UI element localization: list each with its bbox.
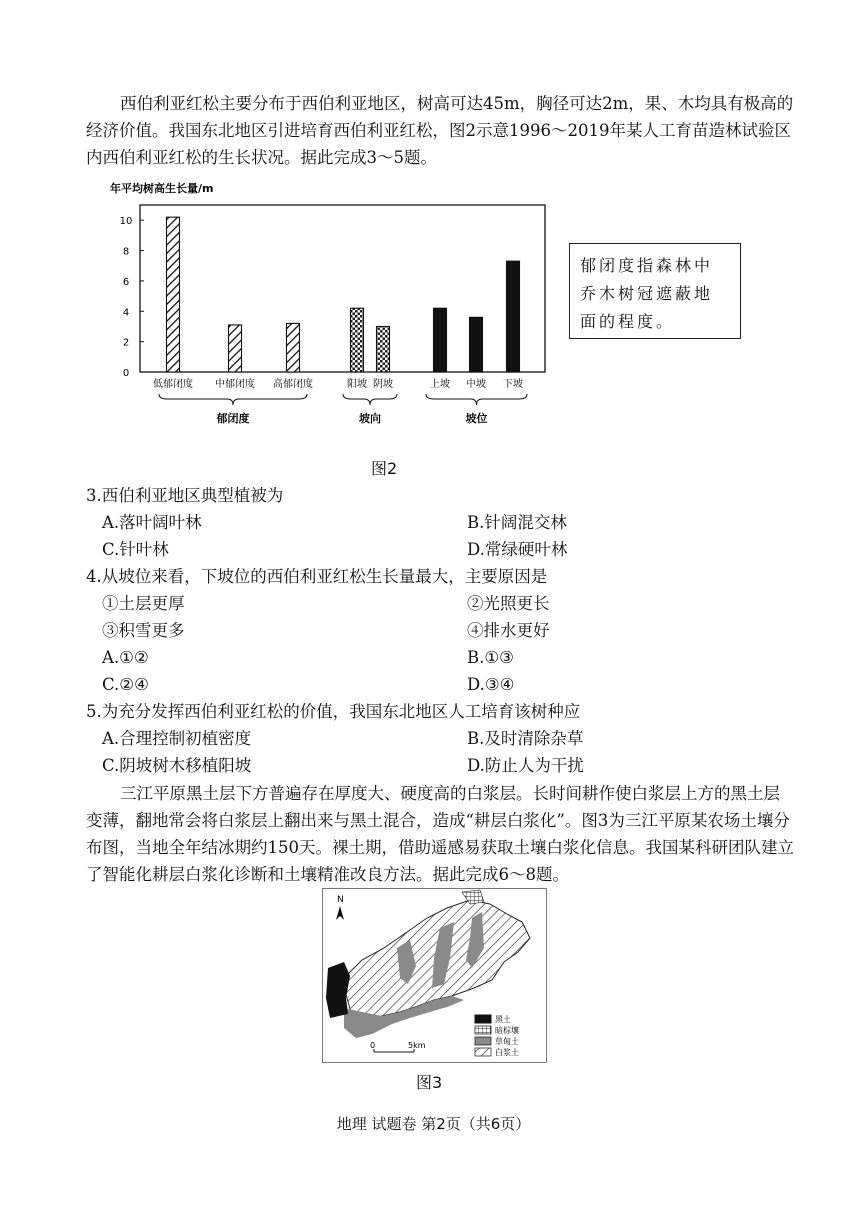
north-label: N xyxy=(337,895,344,905)
question-3-stem: 3.西伯利亚地区典型植被为 xyxy=(86,486,284,505)
x-tick-label: 中郁闭度 xyxy=(215,379,255,390)
x-tick-label: 上坡 xyxy=(430,379,450,390)
q5-option-b: B.及时清除杂草 xyxy=(467,729,584,748)
group-brace xyxy=(159,394,307,405)
x-tick-label: 阴坡 xyxy=(373,379,393,390)
group-label: 坡向 xyxy=(359,412,381,425)
q4-statement-3: ③积雪更多 xyxy=(102,621,185,640)
bar-5 xyxy=(434,308,447,372)
soil-distribution-map xyxy=(322,888,547,1063)
question-4-stem: 4.从坡位来看，下坡位的西伯利亚红松生长量最大，主要原因是 xyxy=(86,567,548,586)
q3-option-a: A.落叶阔叶林 xyxy=(102,513,202,532)
y-axis-title: 年平均树高生长量/m xyxy=(110,182,214,195)
legend-label-black-soil: 黑土 xyxy=(495,1015,511,1024)
growth-bar-chart xyxy=(95,180,555,440)
legend-swatch-black-soil xyxy=(475,1015,491,1023)
q3-option-d: D.常绿硬叶林 xyxy=(467,540,568,559)
legend-swatch-baijiang xyxy=(475,1048,491,1056)
x-tick-label: 阳坡 xyxy=(347,379,367,390)
bar-2 xyxy=(287,323,300,372)
x-tick-label: 下坡 xyxy=(503,379,523,390)
q5-option-a: A.合理控制初植密度 xyxy=(102,729,252,748)
x-tick-label: 中坡 xyxy=(466,379,486,390)
q4-statement-1: ①土层更厚 xyxy=(102,594,185,613)
bar-1 xyxy=(229,325,242,372)
legend-label-meadow: 草甸土 xyxy=(495,1037,519,1046)
black-soil-region xyxy=(326,962,350,1018)
y-tick-label: 0 xyxy=(122,368,130,379)
intro-paragraph-1: 西伯利亚红松主要分布于西伯利亚地区，树高可达45m，胸径可达2m，果、木均具有极高的经济价值。我国东北地区引进培育西伯利亚红松，图2示意1996～2019年某人工育苗造林试验区内西伯利亚红松的生长状况。据此完成3～5题。 xyxy=(86,94,794,167)
y-tick-label: 2 xyxy=(122,337,130,349)
bar-6 xyxy=(470,317,483,372)
q3-option-c: C.针叶林 xyxy=(102,540,169,559)
question-5-stem: 5.为充分发挥西伯利亚红松的价值，我国东北地区人工培育该树种应 xyxy=(86,702,581,721)
q5-option-d: D.防止人为干扰 xyxy=(467,756,584,775)
legend-label-dark-brown: 暗棕壤 xyxy=(495,1026,519,1035)
q4-option-b: B.①③ xyxy=(467,648,514,667)
scale-label: 5km xyxy=(408,1041,426,1050)
bar-4 xyxy=(377,326,390,372)
q4-option-c: C.②④ xyxy=(102,675,149,694)
group-label: 坡位 xyxy=(465,412,488,425)
intro-paragraph-2: 三江平原黑土层下方普遍存在厚度大、硬度高的白浆层。长时间耕作使白浆层上方的黑土层变薄，翻地常会将白浆层上翻出来与黑土混合，造成“耕层白浆化”。图3为三江平原某农场土壤分布图，当地全年结冰期约150天。裸土期，借助遥感易获取土壤白浆化信息。我国某科研团队建立了智能化耕层白浆化诊断和土壤精准改良方法。据此完成6～8题。 xyxy=(86,784,794,884)
q4-statement-4: ④排水更好 xyxy=(467,621,550,640)
figure-2-caption: 图2 xyxy=(371,459,398,478)
legend-swatch-meadow xyxy=(475,1037,491,1045)
figure-3-caption: 图3 xyxy=(416,1073,443,1092)
legend-swatch-dark-brown xyxy=(475,1026,491,1034)
q5-option-c: C.阴坡树木移植阳坡 xyxy=(102,756,252,775)
group-label: 郁闭度 xyxy=(216,412,250,425)
q4-statement-2: ②光照更长 xyxy=(467,594,550,613)
legend-label-baijiang: 白浆土 xyxy=(495,1048,519,1057)
y-tick-label: 8 xyxy=(122,246,130,258)
plot-frame xyxy=(140,205,545,372)
q4-option-a: A.①② xyxy=(102,648,149,667)
group-brace xyxy=(426,394,527,405)
page-footer: 地理 试题卷 第2页（共6页） xyxy=(336,1115,531,1133)
bar-3 xyxy=(351,308,364,372)
bar-7 xyxy=(507,261,520,372)
bar-0 xyxy=(167,217,180,372)
definition-note-box: 郁闭度指森林中乔木树冠遮蔽地面的程度。 xyxy=(569,243,741,339)
y-tick-label: 6 xyxy=(122,276,130,288)
y-tick-label: 10 xyxy=(119,216,133,228)
q4-option-d: D.③④ xyxy=(467,675,515,694)
scale-zero: 0 xyxy=(370,1041,376,1050)
y-tick-label: 4 xyxy=(122,307,130,319)
group-brace xyxy=(343,394,397,405)
x-tick-label: 高郁闭度 xyxy=(273,379,313,390)
q3-option-b: B.针阔混交林 xyxy=(467,513,567,532)
x-tick-label: 低郁闭度 xyxy=(153,379,193,390)
